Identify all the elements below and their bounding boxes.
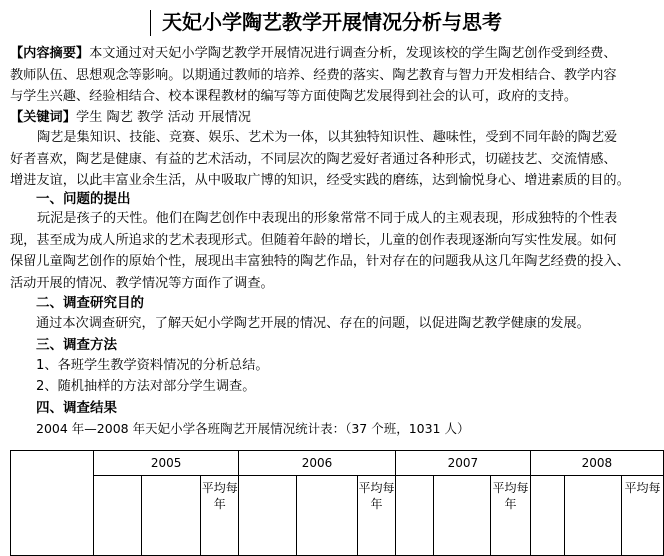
section-1-heading: 一、问题的提出: [36, 191, 131, 207]
intro-line-2: 好者喜欢，陶艺是健康、有益的艺术活动，不同层次的陶艺爱好者通过各种形式，切磋技艺、交流情感、: [10, 151, 617, 167]
year-2007-header: 2007: [395, 451, 530, 476]
subhead-cell: 平均每: [622, 476, 664, 556]
subhead-cell: [433, 476, 491, 556]
subhead-cell: 平均每年: [358, 476, 396, 556]
abstract-line-3: 与学生兴趣、经验相结合、校本课程教材的编写等方面使陶艺发展得到社会的认可，政府的支持。: [10, 89, 578, 104]
year-2006-header: 2006: [239, 451, 396, 476]
section-1-paragraph: [10, 208, 658, 294]
keywords-text: 学生 陶艺 教学 活动 开展情况: [75, 110, 251, 125]
year-2008-header: 2008: [530, 451, 663, 476]
keywords-line: [10, 107, 658, 129]
subhead-cell: [530, 476, 564, 556]
table-header-row-years: [11, 451, 664, 476]
table-caption: 2004 年—2008 年天妃小学各班陶艺开展情况统计表：（37 个班，1031 人）: [36, 421, 470, 436]
section-3-item-1: 1、各班学生教学资料情况的分析总结。: [36, 358, 269, 373]
abstract-line-1: 【内容摘要】本文通过对天妃小学陶艺教学开展情况进行调查分析，发现该校的学生陶艺创作受到经费、: [10, 46, 617, 61]
subhead-cell: [564, 476, 622, 556]
table-header-row-subheads: [11, 476, 664, 556]
section-3-heading: 三、调查方法: [36, 337, 117, 353]
table-corner-cell: [11, 451, 94, 556]
intro-paragraph: [10, 127, 658, 192]
section-1-line-1: 玩泥是孩子的天性。他们在陶艺创作中表现出的形象常常不同于成人的主观表现，形成独特的个性表: [37, 211, 618, 226]
section-1-line-4: 活动开展的情况、教学情况等方面作了调查。: [10, 275, 274, 291]
intro-line-1: 陶艺是集知识、技能、竞赛、娱乐、艺术为一体，以其独特知识性、趣味性，受到不同年龄的陶艺爱: [37, 130, 618, 145]
section-2-text: 通过本次调查研究，了解天妃小学陶艺开展的情况、存在的问题，以促进陶艺教学健康的发展。: [36, 316, 590, 331]
subhead-cell: 平均每年: [201, 476, 239, 556]
text-cursor: [150, 10, 151, 36]
subhead-cell: 平均每年: [491, 476, 531, 556]
section-1-line-2: 现，甚至成为成人所追求的艺术表现形式。但随着年龄的增长，儿童的创作表现逐渐向写实性发展。如何: [10, 232, 617, 248]
subhead-cell: [395, 476, 433, 556]
abstract-paragraph: [10, 43, 658, 108]
subhead-cell: [141, 476, 201, 556]
intro-line-3: 增进友谊，以此丰富业余生活，从中吸取广博的知识，经受实践的磨练，达到愉悦身心、增进素质的目的。: [10, 173, 630, 188]
subhead-cell: [296, 476, 357, 556]
year-2005-header: 2005: [94, 451, 239, 476]
section-1-line-3: 保留儿童陶艺创作的原始个性，展现出丰富独特的陶艺作品，针对存在的问题我从这几年陶艺经费的投入、: [10, 254, 630, 269]
section-4-heading: 四、调查结果: [36, 400, 117, 416]
abstract-label: 【内容摘要】: [10, 46, 90, 61]
section-2-heading: 二、调查研究目的: [36, 295, 144, 311]
section-3-item-2: 2、随机抽样的方法对部分学生调查。: [36, 379, 256, 394]
subhead-cell: [239, 476, 297, 556]
abstract-line-2: 教师队伍、思想观念等影响。以期通过教师的培养、经费的落实、陶艺教育与智力开发相结合、教学内容: [10, 67, 617, 83]
subhead-cell: [94, 476, 142, 556]
document-title: 天妃小学陶艺教学开展情况分析与思考: [162, 10, 502, 34]
stats-table: [10, 450, 664, 556]
keywords-label: 【关键词】: [10, 110, 76, 125]
